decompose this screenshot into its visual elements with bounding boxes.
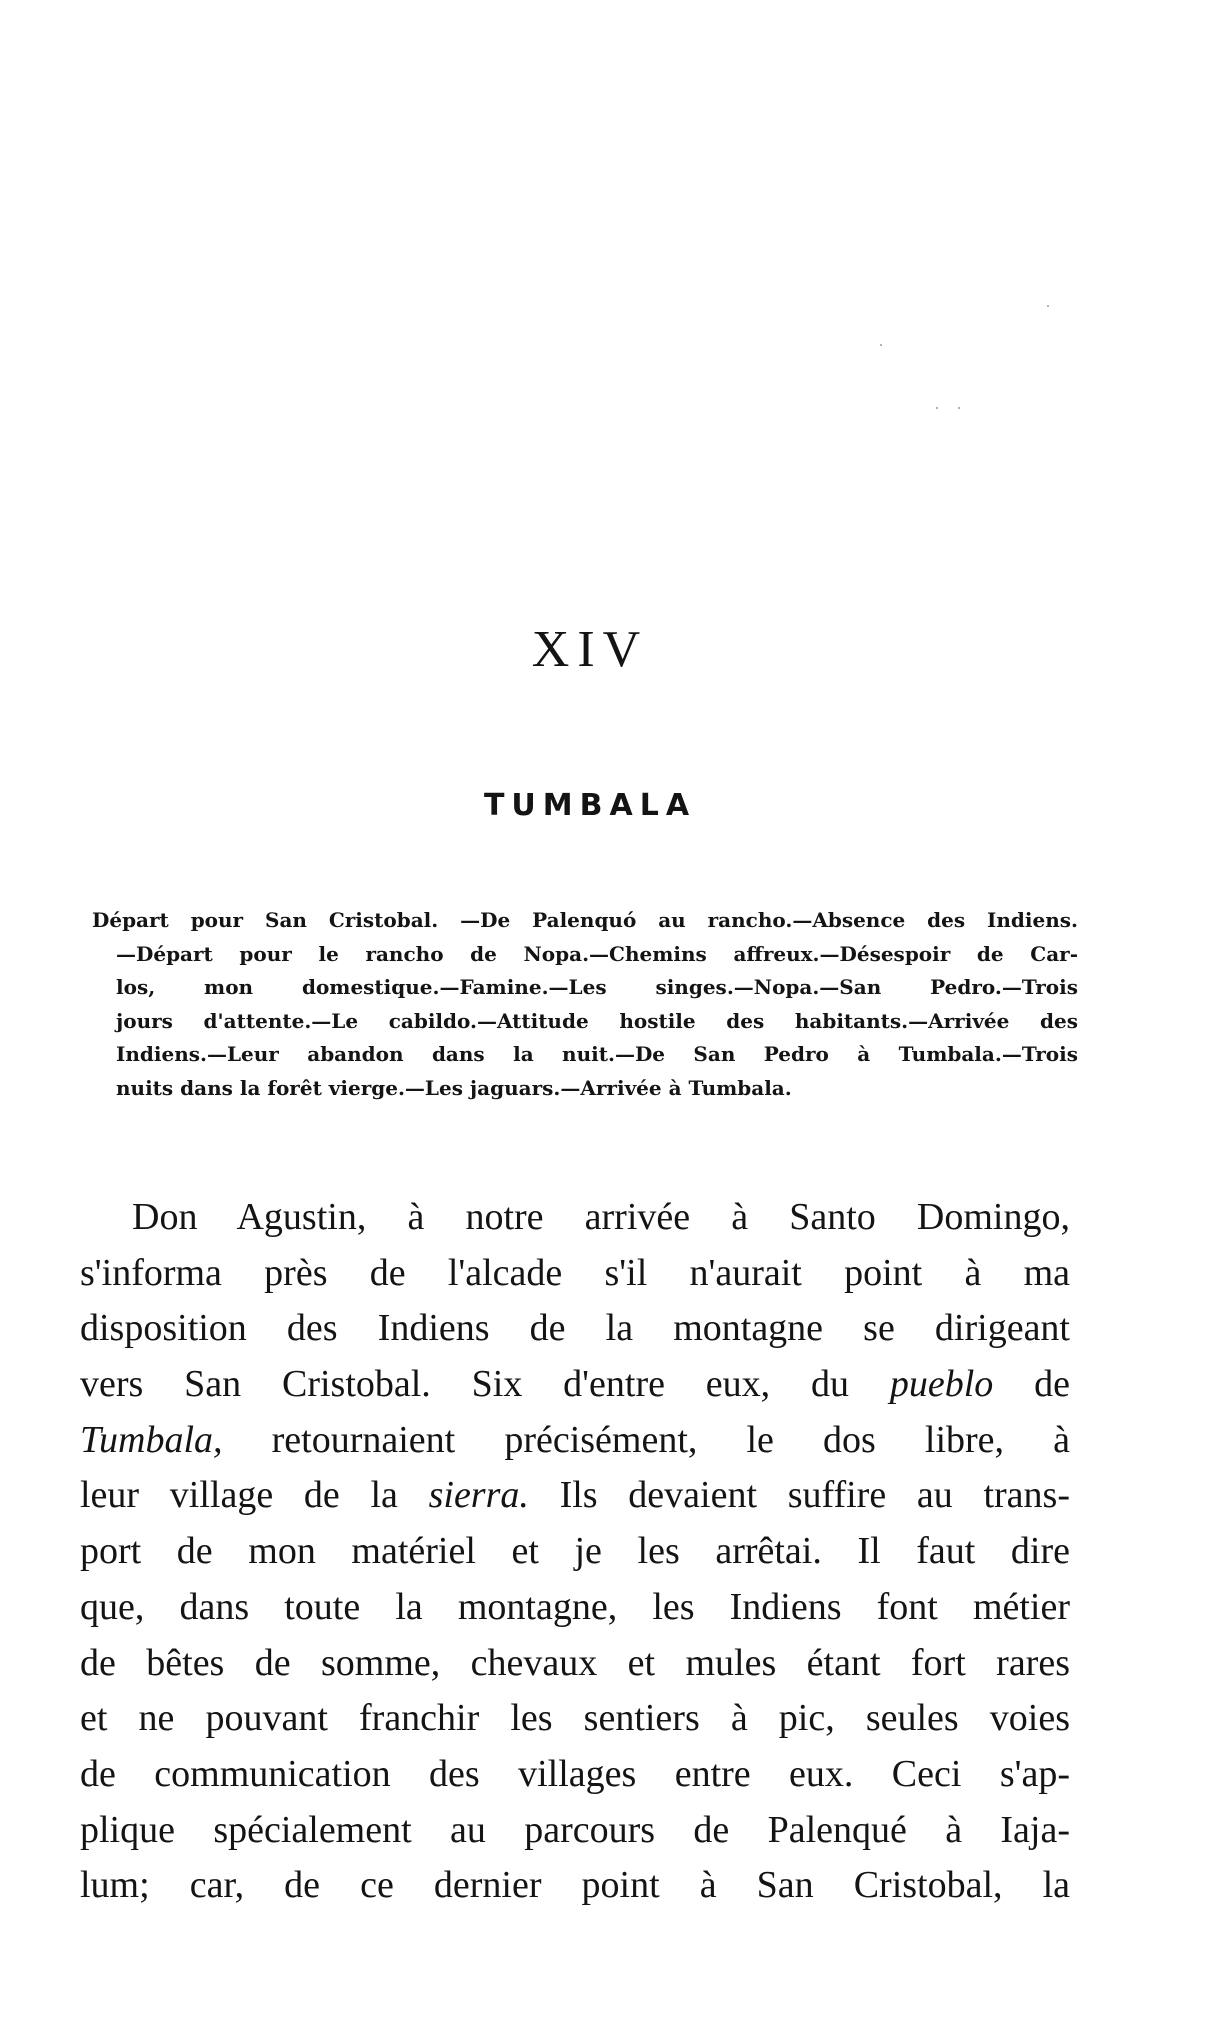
text-fragment: retournaient précisément, le dos libre, à <box>222 1418 1070 1461</box>
text-line: Don Agustin, à notre arrivée à Santo Domingo, <box>132 1196 1070 1238</box>
summary-line: Départ pour San Cristobal. —De Palenquó au rancho.—Absence des Indiens. <box>92 908 1078 932</box>
text-line: que, dans toute la montagne, les Indiens font métier <box>80 1585 1070 1628</box>
text-fragment: de <box>993 1363 1071 1406</box>
chapter-title: TUMBALA <box>483 788 697 823</box>
scan-speck <box>1047 305 1049 307</box>
text-fragment: vers San Cristobal. Six d'entre eux, du <box>80 1363 890 1406</box>
summary-line: Indiens.—Leur abandon dans la nuit.—De San Pedro à Tumbala.—Trois <box>116 1042 1078 1067</box>
scan-speck <box>880 344 882 346</box>
text-line: lum; car, de ce dernier point à San Cristobal, la <box>80 1864 1070 1907</box>
summary-line: los, mon domestique.—Famine.—Les singes.—Nopa.—San Pedro.—Trois <box>116 975 1078 1000</box>
text-line: de communication des villages entre eux. Ceci s'ap- <box>80 1752 1070 1795</box>
chapter-number: XIV <box>531 621 649 678</box>
text-line <box>80 1357 1070 1413</box>
text-fragment: leur village de la <box>80 1474 429 1517</box>
text-line: plique spécialement au parcours de Palenqué à Iaja- <box>80 1808 1070 1851</box>
text-line <box>80 1468 1070 1524</box>
text-line: s'informa près de l'alcade s'il n'aurait point à ma <box>80 1251 1070 1294</box>
text-line: et ne pouvant franchir les sentiers à pic, seules voies <box>80 1697 1070 1740</box>
summary-line: —Départ pour le rancho de Nopa.—Chemins affreux.—Désespoir de Car- <box>116 941 1078 966</box>
scan-speck <box>958 407 960 409</box>
text-line: port de mon matériel et je les arrêtai. Il faut dire <box>80 1530 1070 1573</box>
scan-speck <box>936 407 938 409</box>
text-line: disposition des Indiens de la montagne se dirigeant <box>80 1307 1070 1350</box>
text-line: de bêtes de somme, chevaux et mules étant fort rares <box>80 1641 1070 1684</box>
summary-line: jours d'attente.—Le cabildo.—Attitude hostile des habitants.—Arrivée des <box>116 1008 1078 1033</box>
chapter-summary <box>92 904 1078 1106</box>
text-fragment: Ils devaient suffire au trans- <box>528 1474 1070 1517</box>
text-line <box>80 1413 1070 1469</box>
summary-line: nuits dans la forêt vierge.—Les jaguars.—Arrivée à Tumbala. <box>116 1075 792 1100</box>
italic-word: pueblo <box>889 1363 994 1406</box>
body-paragraph <box>80 1190 1070 1914</box>
italic-word: Tumbala, <box>80 1418 223 1461</box>
italic-word: sierra. <box>428 1474 529 1517</box>
